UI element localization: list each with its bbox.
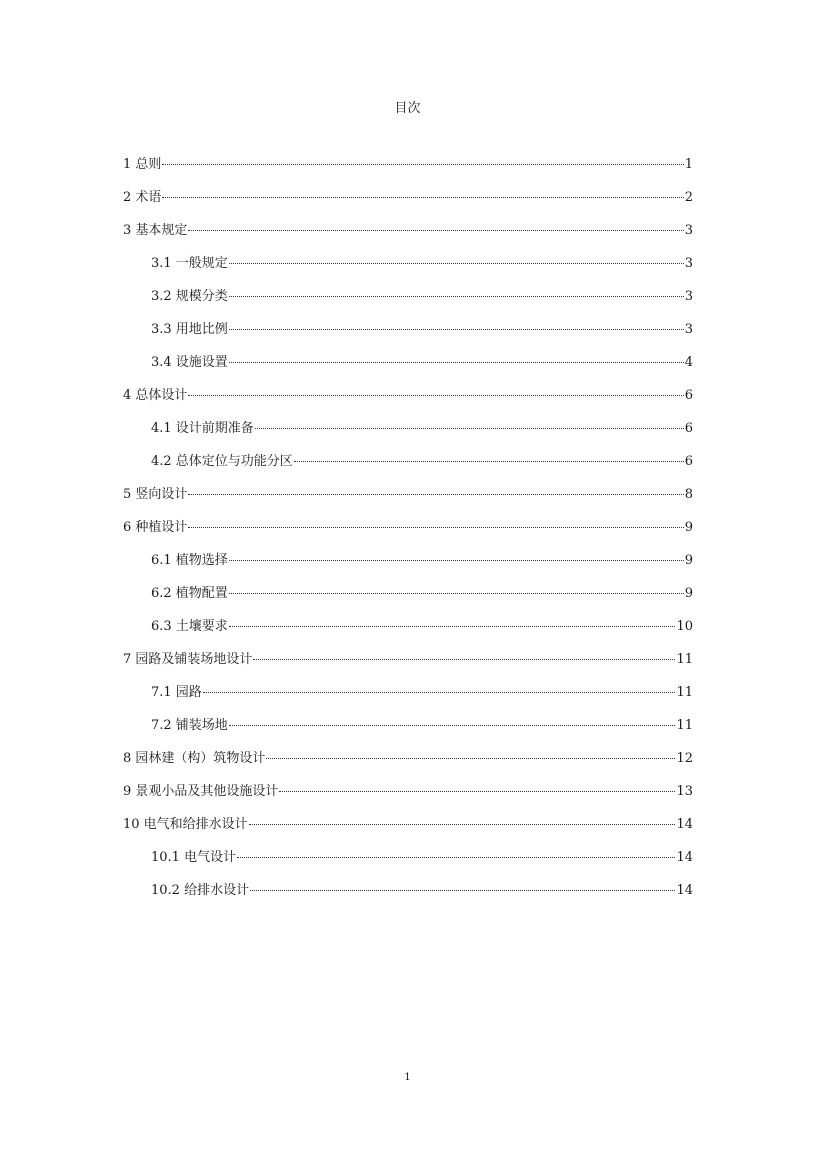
toc-entry-4[interactable] <box>123 387 693 420</box>
toc-dot-leader <box>229 263 684 264</box>
toc-entry-label: 1 总则 <box>123 157 162 172</box>
toc-entry-label: 3.1 一般规定 <box>151 256 228 271</box>
toc-entry-page: 2 <box>684 190 693 205</box>
toc-entry-page: 6 <box>684 454 693 469</box>
toc-entry-label: 3.3 用地比例 <box>151 322 228 337</box>
toc-entry-page: 1 <box>684 157 693 172</box>
toc-entry-page: 3 <box>684 256 693 271</box>
toc-entry-page: 4 <box>684 355 693 370</box>
toc-entry-label: 10 电气和给排水设计 <box>123 817 248 832</box>
toc-entry-10-1[interactable] <box>123 849 693 882</box>
toc-dot-leader <box>229 725 676 726</box>
toc-entry-page: 14 <box>676 817 693 832</box>
toc-entry-label: 2 术语 <box>123 190 162 205</box>
toc-entry-4-1[interactable] <box>123 420 693 453</box>
toc-entry-page: 9 <box>684 586 693 601</box>
toc-dot-leader <box>294 461 684 462</box>
toc-entry-label: 4.2 总体定位与功能分区 <box>151 454 293 469</box>
toc-entry-page: 11 <box>676 685 693 700</box>
toc-entry-4-2[interactable] <box>123 453 693 486</box>
toc-entry-page: 3 <box>684 223 693 238</box>
page-number: 1 <box>404 1072 411 1083</box>
toc-entry-label: 7 园路及铺装场地设计 <box>123 652 253 667</box>
toc-entry-1[interactable] <box>123 156 693 189</box>
toc-dot-leader <box>229 626 676 627</box>
toc-dot-leader <box>249 824 676 825</box>
toc-entry-page: 11 <box>676 652 693 667</box>
toc-dot-leader <box>229 329 684 330</box>
toc-entry-page: 13 <box>676 784 693 799</box>
toc-entry-label: 10.2 给排水设计 <box>151 883 250 898</box>
toc-entry-page: 12 <box>676 751 693 766</box>
toc-entry-10[interactable] <box>123 816 693 849</box>
toc-dot-leader <box>229 296 684 297</box>
toc-entry-page: 9 <box>684 553 693 568</box>
toc-entry-3-3[interactable] <box>123 321 693 354</box>
toc-dot-leader <box>162 164 683 165</box>
toc-dot-leader <box>266 758 675 759</box>
toc-entry-page: 14 <box>676 883 693 898</box>
toc-entry-page: 9 <box>684 520 693 535</box>
toc-entry-label: 4.1 设计前期准备 <box>151 421 254 436</box>
toc-entry-6-1[interactable] <box>123 552 693 585</box>
toc-dot-leader <box>188 494 683 495</box>
toc-dot-leader <box>188 230 683 231</box>
toc-entry-6[interactable] <box>123 519 693 552</box>
toc-entry-label: 3 基本规定 <box>123 223 188 238</box>
toc-entry-8[interactable] <box>123 750 693 783</box>
toc-entry-page: 14 <box>676 850 693 865</box>
toc-entry-7-2[interactable] <box>123 717 693 750</box>
toc-entry-page: 10 <box>676 619 693 634</box>
toc-entry-7[interactable] <box>123 651 693 684</box>
toc-entry-7-1[interactable] <box>123 684 693 717</box>
toc-dot-leader <box>162 197 683 198</box>
toc-entry-label: 6.3 土壤要求 <box>151 619 228 634</box>
toc-entry-9[interactable] <box>123 783 693 816</box>
toc-entry-label: 6.1 植物选择 <box>151 553 228 568</box>
toc-entry-label: 6.2 植物配置 <box>151 586 228 601</box>
toc-entry-page: 3 <box>684 289 693 304</box>
toc-entry-3-2[interactable] <box>123 288 693 321</box>
toc-entry-label: 7.1 园路 <box>151 685 202 700</box>
toc-entry-label: 10.1 电气设计 <box>151 850 237 865</box>
toc-entry-page: 6 <box>684 421 693 436</box>
toc-entry-label: 7.2 铺装场地 <box>151 718 228 733</box>
toc-entry-6-2[interactable] <box>123 585 693 618</box>
toc-dot-leader <box>253 659 675 660</box>
toc-dot-leader <box>250 890 675 891</box>
toc-entry-page: 8 <box>684 487 693 502</box>
toc-entry-2[interactable] <box>123 189 693 222</box>
toc-dot-leader <box>255 428 684 429</box>
table-of-contents <box>123 156 693 915</box>
toc-entry-6-3[interactable] <box>123 618 693 651</box>
toc-dot-leader <box>188 527 683 528</box>
toc-entry-label: 9 景观小品及其他设施设计 <box>123 784 279 799</box>
toc-entry-page: 11 <box>676 718 693 733</box>
toc-entry-10-2[interactable] <box>123 882 693 915</box>
toc-entry-page: 6 <box>684 388 693 403</box>
toc-entry-3[interactable] <box>123 222 693 255</box>
toc-dot-leader <box>203 692 676 693</box>
toc-entry-3-4[interactable] <box>123 354 693 387</box>
toc-entry-label: 3.4 设施设置 <box>151 355 228 370</box>
toc-entry-label: 5 竖向设计 <box>123 487 188 502</box>
toc-dot-leader <box>188 395 683 396</box>
toc-entry-5[interactable] <box>123 486 693 519</box>
toc-entry-label: 8 园林建（构）筑物设计 <box>123 751 266 766</box>
toc-entry-label: 6 种植设计 <box>123 520 188 535</box>
toc-dot-leader <box>229 593 684 594</box>
toc-dot-leader <box>229 560 684 561</box>
toc-entry-page: 3 <box>684 322 693 337</box>
toc-entry-3-1[interactable] <box>123 255 693 288</box>
toc-entry-label: 3.2 规模分类 <box>151 289 228 304</box>
toc-dot-leader <box>229 362 684 363</box>
toc-entry-label: 4 总体设计 <box>123 388 188 403</box>
toc-dot-leader <box>237 857 675 858</box>
toc-dot-leader <box>279 791 675 792</box>
page-title: 目次 <box>394 101 421 116</box>
